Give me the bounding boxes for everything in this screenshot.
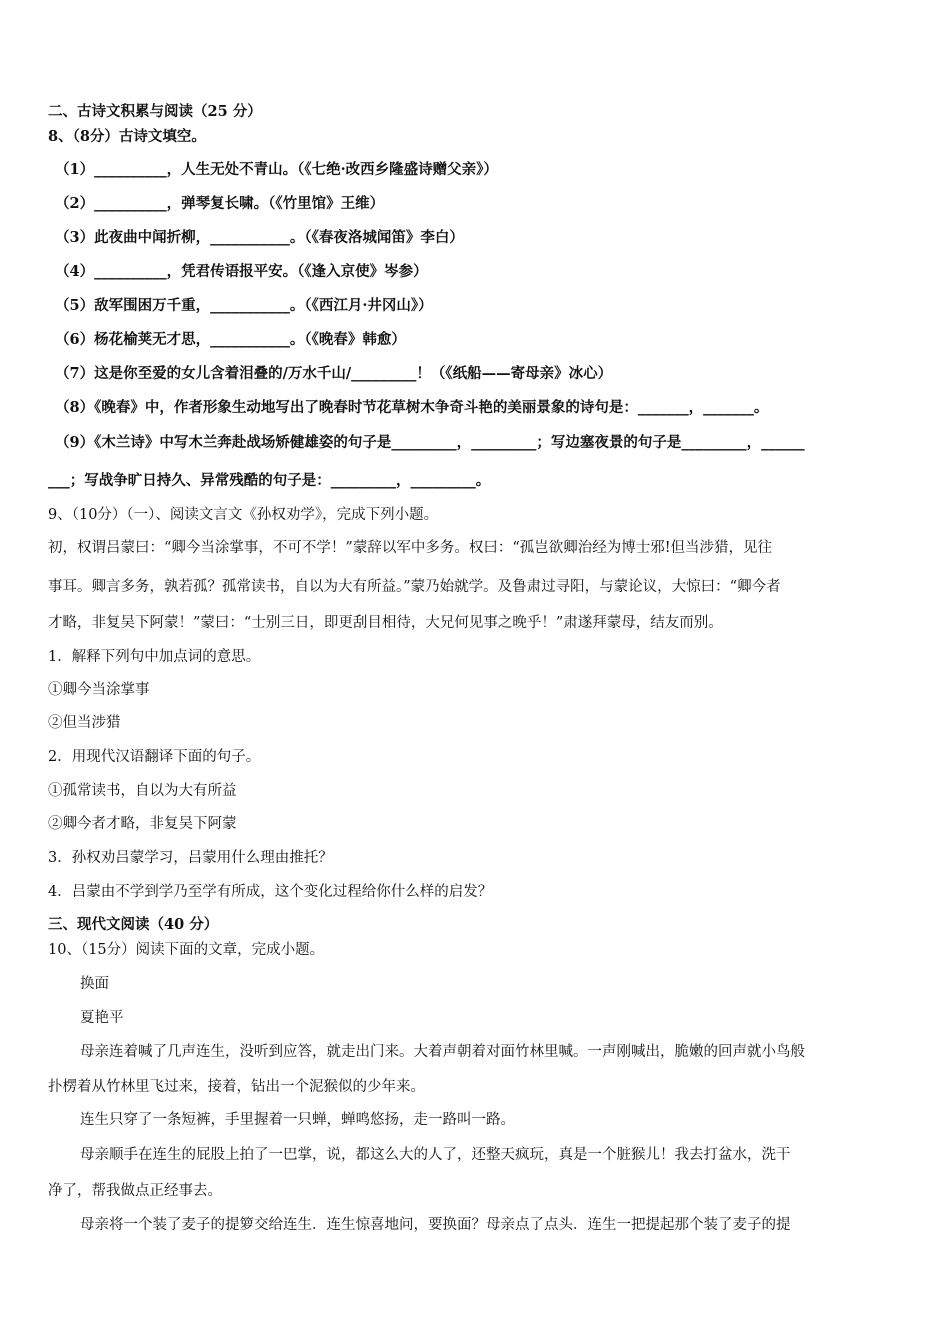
fill-blank-item: （6）杨花榆荚无才思，___________。（《晚春》韩愈）: [55, 331, 406, 348]
sub-question: ②但当涉猎: [48, 715, 121, 731]
section-3-heading: 三、现代文阅读（40 分）: [48, 916, 219, 933]
fill-blank-item: （3）此夜曲中闻折柳，___________。（《春夜洛城闻笛》李白）: [55, 229, 464, 246]
classical-passage-line: 事耳。卿言多务，孰若孤？孤常读书，自以为大有所益。”蒙乃始就学。及鲁肃过寻阳，与蒙论议，大惊曰：“卿今者: [48, 579, 781, 595]
sub-question: ②卿今者才略，非复吴下阿蒙: [48, 816, 237, 832]
classical-passage-line: 初，权谓吕蒙曰：“卿今当涂掌事，不可不学！”蒙辞以军中多务。权曰：“孤岂欲卿治经为博士邪!但当涉猎，见往: [48, 540, 773, 556]
classical-passage-line: 才略，非复吴下阿蒙！”蒙曰：“士别三日，即更刮目相待，大兄何见事之晚乎！”肃遂拜蒙母，结友而别。: [48, 615, 723, 631]
sub-question: 3．孙权劝吕蒙学习，吕蒙用什么理由推托？: [48, 850, 333, 866]
article-paragraph-line: 净了，帮我做点正经事去。: [48, 1183, 222, 1199]
article-paragraph-line: 扑楞着从竹林里飞过来，接着，钻出一个泥猴似的少年来。: [48, 1079, 425, 1095]
fill-blank-item: （5）敌军围困万千重，___________。（《西江月·井冈山》）: [55, 297, 433, 314]
fill-blank-item: （9）《木兰诗》中写木兰奔赴战场矫健雄姿的句子是_________，_________；写边塞夜景的句子是_________，______: [55, 434, 805, 451]
section-2-heading: 二、古诗文积累与阅读（25 分）: [48, 103, 262, 120]
sub-question: ①孤常读书，自以为大有所益: [48, 783, 237, 799]
article-paragraph-line: 母亲顺手在连生的屁股上拍了一巴掌，说，都这么大的人了，还整天疯玩，真是一个脏猴儿！我去打盆水，洗干: [80, 1147, 791, 1163]
sub-question: 2．用现代汉语翻译下面的句子。: [48, 749, 261, 765]
fill-blank-item: （2）__________，弹琴复长啸。（《竹里馆》王维）: [55, 195, 385, 212]
fill-blank-item: （1）__________，人生无处不青山。（《七绝·改西乡隆盛诗赠父亲》）: [55, 161, 498, 178]
sub-question: 1．解释下列句中加点词的意思。: [48, 649, 261, 665]
question-10-title: 10、（15分）阅读下面的文章，完成小题。: [48, 942, 325, 958]
fill-blank-item: （8）《晚春》中，作者形象生动地写出了晚春时节花草树木争奇斗艳的美丽景象的诗句是：_______，_______。: [55, 399, 769, 416]
sub-question: ①卿今当涂掌事: [48, 682, 150, 698]
sub-question: 4．吕蒙由不学到学乃至学有所成，这个变化过程给你什么样的启发？: [48, 884, 493, 900]
fill-blank-item: ___；写战争旷日持久、异常残酷的句子是：_________，_________。: [48, 472, 491, 489]
article-title: 换面: [80, 976, 109, 992]
fill-blank-item: （4）__________，凭君传语报平安。（《逢入京使》岑参）: [55, 263, 428, 280]
article-author: 夏艳平: [80, 1010, 124, 1026]
question-9-title: 9、（10分）（一）、阅读文言文《孙权劝学》，完成下列小题。: [48, 507, 439, 523]
question-8-title: 8、（8分）古诗文填空。: [48, 128, 206, 145]
article-paragraph-line: 连生只穿了一条短裤，手里握着一只蝉，蝉鸣悠扬，走一路叫一路。: [80, 1112, 515, 1128]
fill-blank-item: （7）这是你至爱的女儿含着泪叠的/万水千山/_________！（《纸船——寄母亲》冰心）: [55, 365, 613, 382]
article-paragraph-line: 母亲连着喊了几声连生，没听到应答，就走出门来。大着声朝着对面竹林里喊。一声刚喊出，脆嫩的回声就小鸟般: [80, 1044, 805, 1060]
article-paragraph-line: 母亲将一个装了麦子的提箩交给连生．连生惊喜地问，要换面？母亲点了点头．连生一把提起那个装了麦子的提: [80, 1217, 791, 1233]
